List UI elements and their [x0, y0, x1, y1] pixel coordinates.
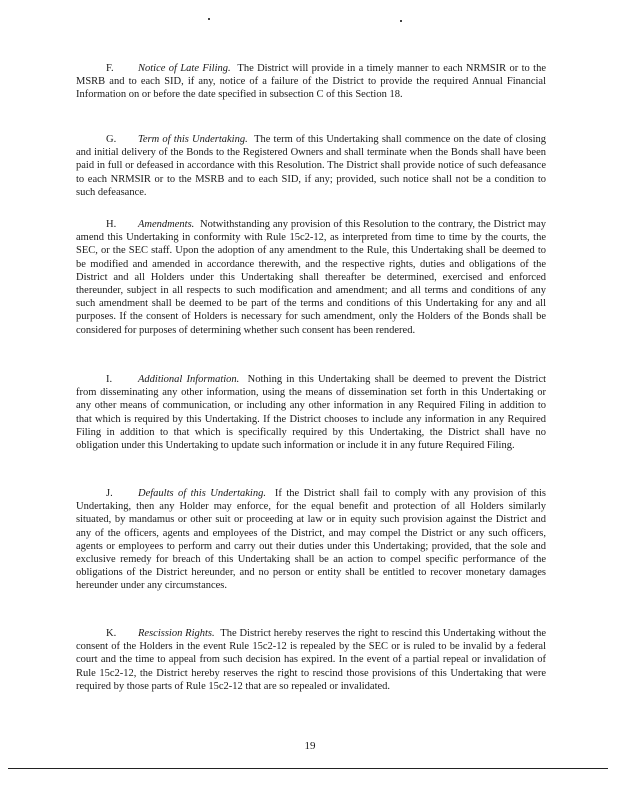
- section-body: The District hereby reserves the right to rescind this Undertaking without the consent of the Holders in the event Rule 15c2-12 is repealed by the SEC or is ruled to be invalid by a federal court and the time to appeal from such decision has expired. In the event of a partial repeal or invalidation of Rule 15c2-12, the District hereby reserves the right to rescind those provisions of this Undertaking that were required by those parts of Rule 15c2-12 that are so repealed or invalidated.: [76, 628, 546, 692]
- section-body: The term of this Undertaking shall commence on the date of closing and initial delivery of the Bonds to the Registered Owners and shall terminate when the Bonds shall have been paid in full or defeased in accordance with this Resolution. The District shall provide notice of such defeasance to each NRMSIR or to the MSRB and to each SID, if any; provided, such notice shall not be a condition to such defeasance.: [76, 134, 547, 198]
- section-j: [76, 487, 546, 593]
- section-heading: Notice of Late Filing.: [138, 63, 231, 74]
- section-k: [76, 627, 546, 693]
- section-letter: F.: [106, 63, 114, 74]
- section-letter: K.: [106, 628, 117, 639]
- section-f: [76, 62, 546, 102]
- section-i: [76, 373, 546, 452]
- section-heading: Rescission Rights.: [138, 628, 215, 639]
- section-heading: Amendments.: [138, 219, 195, 230]
- section-letter: I.: [106, 374, 113, 385]
- scan-speck: [208, 18, 210, 20]
- section-heading: Defaults of this Undertaking.: [138, 488, 266, 499]
- section-body: Notwithstanding any provision of this Resolution to the contrary, the District may amend this Undertaking in conformity with Rule 15c2-12, as interpreted from time to time by the courts, the SEC, or the SEC staff. Upon the adoption of any amendment to the Rule, this Undertaking shall be deemed to be modified and amended in accordance therewith, and the respective rights, duties and obligations of the District and all Holders under this Undertaking shall thereafter be determined, exercised and enforced thereunder, subject in all respects to such modification and amendment; and all terms and conditions of any such amendment shall be deemed to be part of the terms and conditions of this Undertaking for any and all purposes. If the consent of Holders is necessary for such amendment, only the Holders of the Bonds shall be considered for purposes of determining whether such consent has been rendered.: [76, 219, 546, 336]
- section-heading: Additional Information.: [138, 374, 240, 385]
- section-letter: J.: [106, 488, 113, 499]
- footer-rule: [8, 768, 608, 769]
- scan-speck: [400, 20, 402, 22]
- section-h: [76, 218, 546, 337]
- section-body: Nothing in this Undertaking shall be deemed to prevent the District from disseminating any other information, using the means of dissemination set forth in this Undertaking or any other means of communication, or including any other information in any Required Filing in addition to that which is required by this Undertaking. If the District chooses to include any information in any Required Filing in addition to that which is specifically required by this Undertaking, the District shall have no obligation under this Undertaking to update such information or include it in any future Required Filing.: [76, 374, 547, 452]
- page-number: 19: [304, 740, 316, 752]
- section-g: [76, 133, 546, 199]
- section-letter: H.: [106, 219, 117, 230]
- section-heading: Term of this Undertaking.: [138, 134, 248, 145]
- section-body: If the District shall fail to comply with any provision of this Undertaking, then any Holder may enforce, for the equal benefit and protection of all Holders similarly situated, by mandamus or other suit or proceeding at law or in equity such provision against the District and any of the officers, agents and employees of the District, and may compel the District or any such officers, agents or employees to perform and carry out their duties under this Undertaking; provided, that the sole and exclusive remedy for breach of this Undertaking shall be an action to compel specific performance of the obligations of the District hereunder, and no person or entity shall be entitled to recover monetary damages hereunder under any circumstances.: [76, 488, 547, 592]
- section-body: The District will provide in a timely manner to each NRMSIR or to the MSRB and to each SID, if any, notice of a failure of the District to provide the required Annual Financial Information on or before the date specified in subsection C of this Section 18.: [76, 63, 546, 101]
- section-letter: G.: [106, 134, 117, 145]
